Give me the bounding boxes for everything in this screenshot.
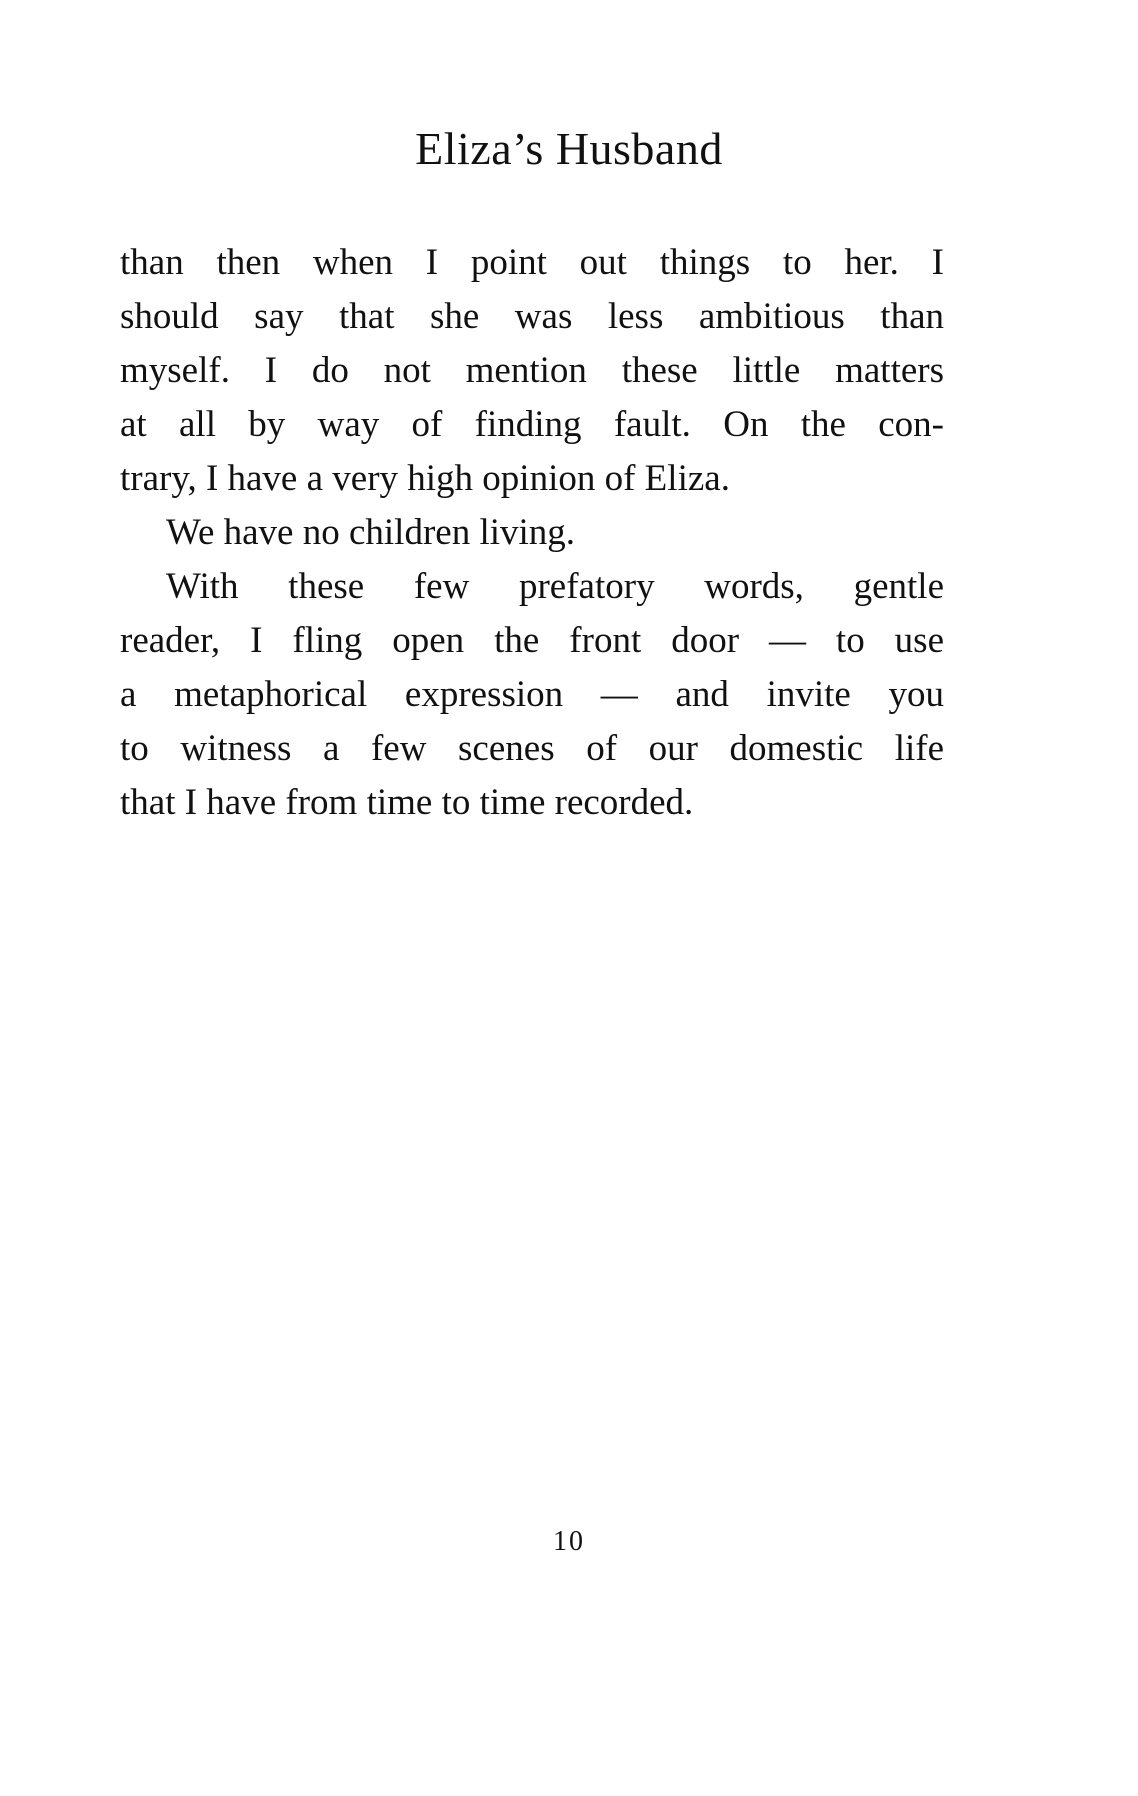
text-line: to witness a few scenes of our domestic life bbox=[120, 728, 944, 769]
page-number: 10 bbox=[553, 1526, 585, 1557]
text-line: trary, I have a very high opinion of Eliza. bbox=[120, 458, 730, 499]
paragraph-1 bbox=[120, 236, 944, 506]
paragraph-3 bbox=[120, 560, 944, 830]
text-line: that I have from time to time recorded. bbox=[120, 782, 694, 823]
running-title: Eliza’s Husband bbox=[415, 123, 723, 174]
text-line: than then when I point out things to her. I bbox=[120, 242, 944, 283]
text-line: With these few prefatory words, gentle bbox=[166, 566, 944, 607]
body-text bbox=[120, 236, 944, 830]
text-line: should say that she was less ambitious than bbox=[120, 296, 944, 337]
paragraph-2 bbox=[120, 506, 944, 560]
text-line: at all by way of finding fault. On the con- bbox=[120, 404, 944, 445]
text-line: reader, I fling open the front door — to use bbox=[120, 620, 944, 661]
text-line: a metaphorical expression — and invite you bbox=[120, 674, 944, 715]
text-line: myself. I do not mention these little matters bbox=[120, 350, 944, 391]
text-line: We have no children living. bbox=[166, 512, 576, 553]
